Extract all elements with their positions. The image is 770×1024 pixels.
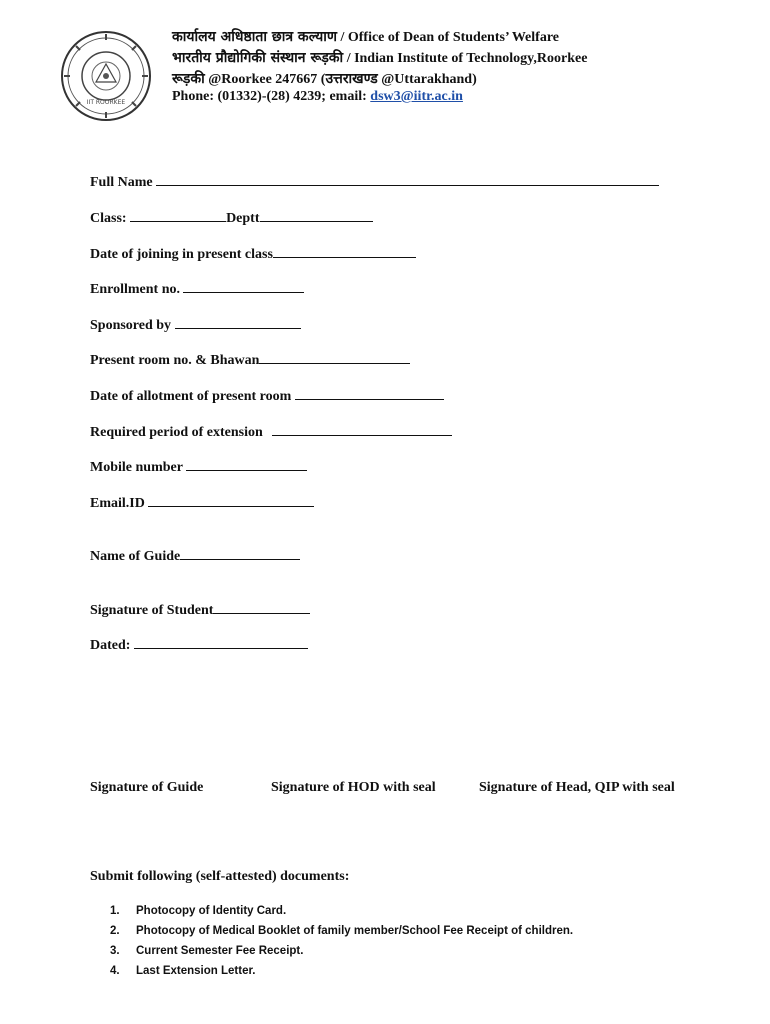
deptt-label: Deptt <box>226 211 260 226</box>
state-english: @Uttarakhand) <box>381 72 477 87</box>
state-hindi: उत्तराखण्ड <box>325 71 378 87</box>
allotment-label: Date of allotment of present room <box>90 389 292 404</box>
email-id-label: Email.ID <box>90 496 145 511</box>
extension-period-label: Required period of extension <box>90 425 263 440</box>
guide-name-label: Name of Guide <box>90 549 181 564</box>
deptt-line[interactable] <box>260 209 373 222</box>
dated-line[interactable] <box>134 636 308 649</box>
header-line-1 <box>172 27 559 46</box>
documents-heading: Submit following (self-attested) documents: <box>90 869 350 884</box>
class-deptt-field <box>90 209 373 227</box>
allotment-line[interactable] <box>295 387 444 400</box>
city-hindi: रूड़की <box>172 71 205 87</box>
extension-period-line[interactable] <box>272 423 452 436</box>
email-id-line[interactable] <box>148 494 314 507</box>
header-line-3 <box>172 69 477 88</box>
guide-name-line[interactable] <box>180 547 300 560</box>
header-contact <box>172 89 463 105</box>
room-field <box>90 351 410 369</box>
enrollment-line[interactable] <box>183 280 304 293</box>
mobile-line[interactable] <box>186 458 307 471</box>
date-joining-line[interactable] <box>273 245 416 258</box>
institute-name-english: / Indian Institute of Technology,Roorkee <box>346 51 588 66</box>
phone-label: Phone: (01332)-(28) 4239; email: <box>172 89 371 104</box>
date-joining-label: Date of joining in present class <box>90 247 273 262</box>
allotment-field <box>90 387 444 405</box>
institute-logo <box>60 30 152 122</box>
svg-text:IIT ROORKEE: IIT ROORKEE <box>86 99 126 106</box>
list-item: 3. Current Semester Fee Receipt. <box>110 945 304 957</box>
list-item: 1. Photocopy of Identity Card. <box>110 905 287 917</box>
hod-signature-label: Signature of HOD with seal <box>271 780 436 795</box>
email-id-field <box>90 494 314 512</box>
room-line[interactable] <box>259 351 410 364</box>
institute-name-hindi: भारतीय प्रौद्योगिकी संस्थान रूड़की <box>172 50 344 66</box>
student-signature-line[interactable] <box>213 601 310 614</box>
documents-list <box>110 903 573 983</box>
mobile-field <box>90 458 307 476</box>
class-line[interactable] <box>130 209 226 222</box>
sponsored-line[interactable] <box>175 316 301 329</box>
guide-signature-label: Signature of Guide <box>90 780 204 795</box>
dated-label: Dated: <box>90 638 131 653</box>
header-line-2 <box>172 48 587 67</box>
office-name-english: / Office of Dean of Students’ Welfare <box>340 30 559 45</box>
sponsored-label: Sponsored by <box>90 318 172 333</box>
extension-period-field <box>90 423 452 441</box>
guide-name-field <box>90 547 300 565</box>
full-name-field <box>90 173 659 191</box>
mobile-label: Mobile number <box>90 460 183 475</box>
qip-signature-label: Signature of Head, QIP with seal <box>479 780 675 795</box>
enrollment-label: Enrollment no. <box>90 282 180 297</box>
full-name-label: Full Name <box>90 175 153 190</box>
list-item: 2. Photocopy of Medical Booklet of family member/School Fee Receipt of children. <box>110 925 574 937</box>
class-label: Class: <box>90 211 127 226</box>
student-signature-field <box>90 601 310 619</box>
sponsored-field <box>90 316 301 334</box>
student-signature-label: Signature of Student <box>90 603 214 618</box>
date-joining-field <box>90 245 416 263</box>
enrollment-field <box>90 280 304 298</box>
email-link[interactable]: dsw3@iitr.ac.in <box>370 89 463 104</box>
room-label: Present room no. & Bhawan <box>90 353 260 368</box>
dated-field <box>90 636 308 654</box>
list-item: 4. Last Extension Letter. <box>110 965 256 977</box>
full-name-line[interactable] <box>156 173 659 186</box>
city-english: @Roorkee 247667 ( <box>208 72 326 87</box>
office-name-hindi: कार्यालय अधिष्ठाता छात्र कल्याण <box>172 29 337 45</box>
